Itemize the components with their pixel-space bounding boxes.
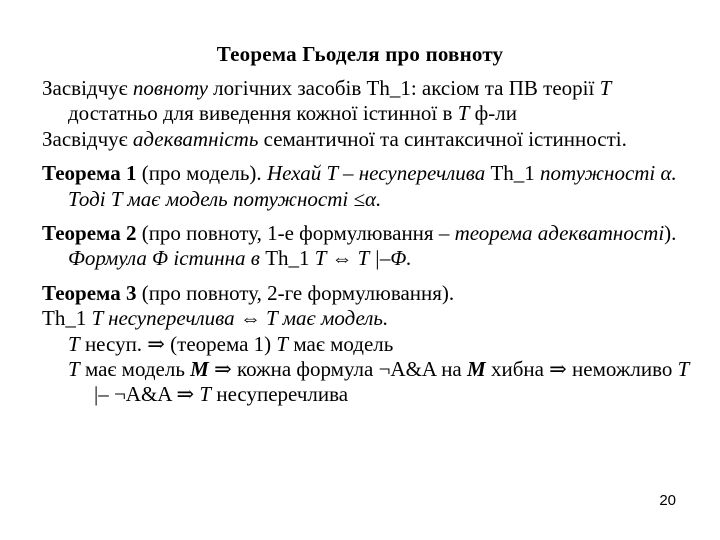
theorem-2-label: Теорема 2 bbox=[42, 221, 137, 246]
paragraph-completeness bbox=[42, 76, 697, 127]
text-run: Засвідчує bbox=[42, 126, 133, 151]
text-run-italic: T bbox=[68, 331, 80, 356]
text-run: (про повноту, 2-ге формулювання). bbox=[136, 280, 455, 305]
theorem-3-statement bbox=[42, 306, 697, 331]
text-run-italic: T bbox=[276, 331, 289, 356]
text-run-italic: потужності α. Тоді T має модель потужності ≤α. bbox=[68, 161, 677, 211]
text-run-italic: T bbox=[599, 76, 612, 100]
text-run: (про модель). bbox=[136, 161, 267, 186]
theorem-3 bbox=[42, 281, 697, 306]
text-run-italic: теорема адекватності bbox=[454, 221, 665, 246]
text-run: має модель bbox=[79, 357, 191, 382]
text-run-italic: повноту bbox=[132, 76, 208, 100]
text-run-italic: T несуперечлива ⇔ T має модель. bbox=[91, 306, 389, 331]
text-run-bold-italic: M bbox=[467, 357, 486, 382]
proof-step-2 bbox=[68, 357, 697, 408]
page-number: 20 bbox=[659, 492, 676, 509]
theorem-1 bbox=[42, 161, 697, 212]
text-run: ⇒ кожна формула ¬A&A на bbox=[208, 357, 468, 382]
slide-body bbox=[42, 76, 697, 408]
text-run: Засвідчує bbox=[42, 76, 133, 100]
text-run-italic: Нехай T – несуперечлива bbox=[266, 161, 486, 186]
proof-step-1 bbox=[68, 332, 697, 357]
text-run: (про повноту, 1-е формулювання – bbox=[136, 221, 455, 246]
text-run-italic: T ⇔ T |–Φ. bbox=[314, 246, 412, 271]
text-run: Th_1 bbox=[485, 161, 541, 186]
text-run: несуп. ⇒ (теорема 1) bbox=[79, 331, 277, 356]
text-run-bold-italic: M bbox=[190, 357, 209, 382]
text-run-italic: T bbox=[68, 357, 80, 382]
theorem-2 bbox=[42, 221, 697, 272]
text-run: логічних засобів Th_1: аксіом та ПВ теорії bbox=[207, 76, 600, 100]
text-run-italic: T bbox=[199, 382, 212, 407]
theorem-1-label: Теорема 1 bbox=[42, 161, 137, 186]
text-run: хибна ⇒ неможливо bbox=[485, 357, 678, 382]
text-run-italic: T bbox=[677, 357, 690, 382]
text-run-italic: адекватність bbox=[132, 126, 259, 151]
paragraph-adequacy bbox=[42, 127, 697, 152]
text-run: має модель bbox=[288, 331, 394, 356]
text-run: несуперечлива bbox=[211, 382, 349, 407]
text-run: достатньо для виведення кожної істинної в bbox=[68, 101, 458, 126]
text-run: Th_1 bbox=[42, 306, 92, 331]
text-run: ф-ли bbox=[469, 101, 517, 126]
slide-title: Теорема Гьоделя про повноту bbox=[216, 42, 504, 66]
text-run: |– ¬A&A ⇒ bbox=[94, 382, 200, 407]
text-run-italic: T bbox=[457, 101, 470, 126]
text-run: Th_1 bbox=[265, 246, 315, 271]
theorem-3-label: Теорема 3 bbox=[42, 280, 137, 305]
text-run: семантичної та синтаксичної істинності. bbox=[258, 126, 627, 151]
text-run-italic: Формула Φ істинна в bbox=[68, 246, 266, 271]
text-run: ). bbox=[664, 221, 677, 246]
